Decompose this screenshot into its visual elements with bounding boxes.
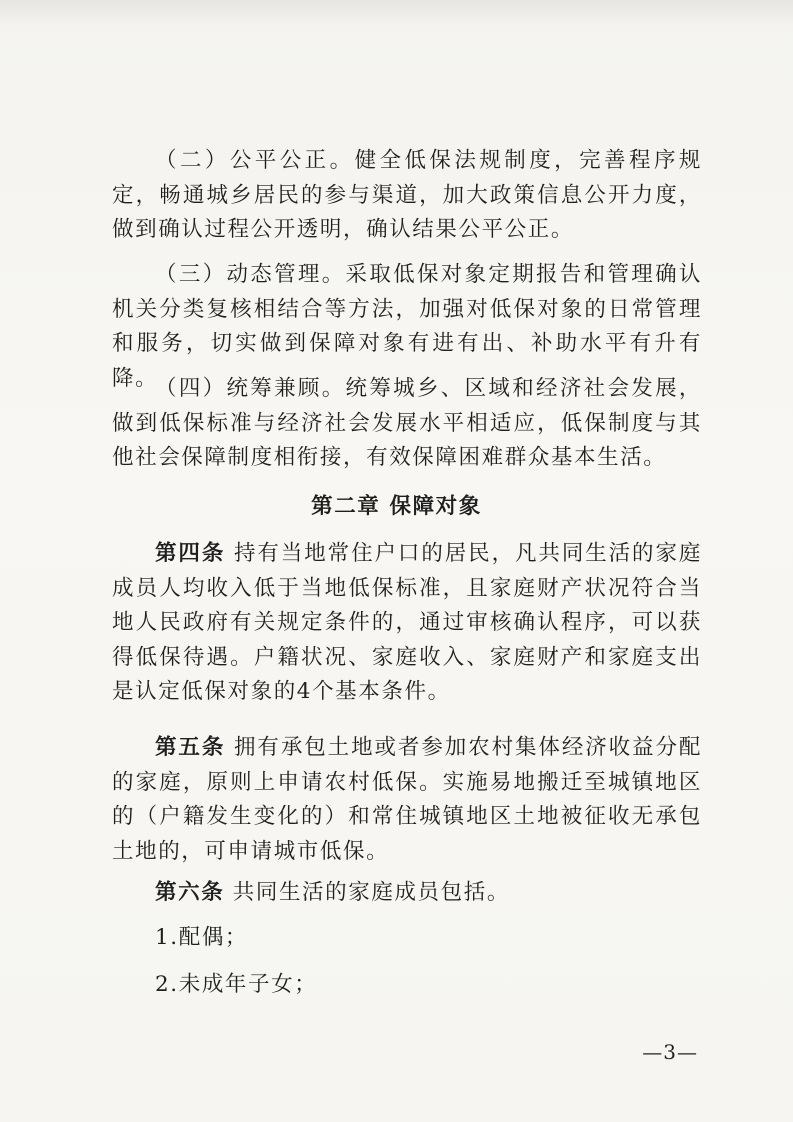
article-6 xyxy=(112,876,702,911)
list-item-spouse: 1.配偶； xyxy=(155,925,249,950)
article-4-label: 第四条 xyxy=(155,541,226,566)
paragraph-overall-planning: （四）统筹兼顾。统筹城乡、区域和经济社会发展，做到低保标准与经济社会发展水平相适应，低保制度与其他社会保障制度相衔接，有效保障困难群众基本生活。 xyxy=(112,376,702,470)
chapter-title: 第二章 保障对象 xyxy=(311,494,482,519)
article-5 xyxy=(112,731,702,869)
paragraph-dynamic-management: （三）动态管理。采取低保对象定期报告和管理确认机关分类复核相结合等方法，加强对低保对象的日常管理和服务，切实做到保障对象有进有出、补助水平有升有降。 xyxy=(112,262,702,391)
article-4-text: 持有当地常住户口的居民，凡共同生活的家庭成员人均收入低于当地低保标准，且家庭财产状况符合当地人民政府有关规定条件的，通过审核确认程序，可以获得低保待遇。户籍状况、家庭收入、家庭财产和家庭支出是认定低保对象的4个基本条件。 xyxy=(112,541,702,704)
paragraph-fairness: （二）公平公正。健全低保法规制度，完善程序规定，畅通城乡居民的参与渠道，加大政策信息公开力度，做到确认过程公开透明，确认结果公平公正。 xyxy=(112,148,702,242)
page-number: —3— xyxy=(642,1040,698,1064)
list-item-minor-children: 2.未成年子女； xyxy=(155,972,318,997)
article-6-label: 第六条 xyxy=(155,880,225,905)
article-6-text: 共同生活的家庭成员包括。 xyxy=(224,880,510,905)
article-5-label: 第五条 xyxy=(155,735,226,760)
article-5-text: 拥有承包土地或者参加农村集体经济收益分配的家庭，原则上申请农村低保。实施易地搬迁至城镇地区的（户籍发生变化的）和常住城镇地区土地被征收无承包土地的，可申请城市低保。 xyxy=(112,735,702,864)
article-4 xyxy=(112,537,702,710)
scan-edge xyxy=(0,0,793,26)
